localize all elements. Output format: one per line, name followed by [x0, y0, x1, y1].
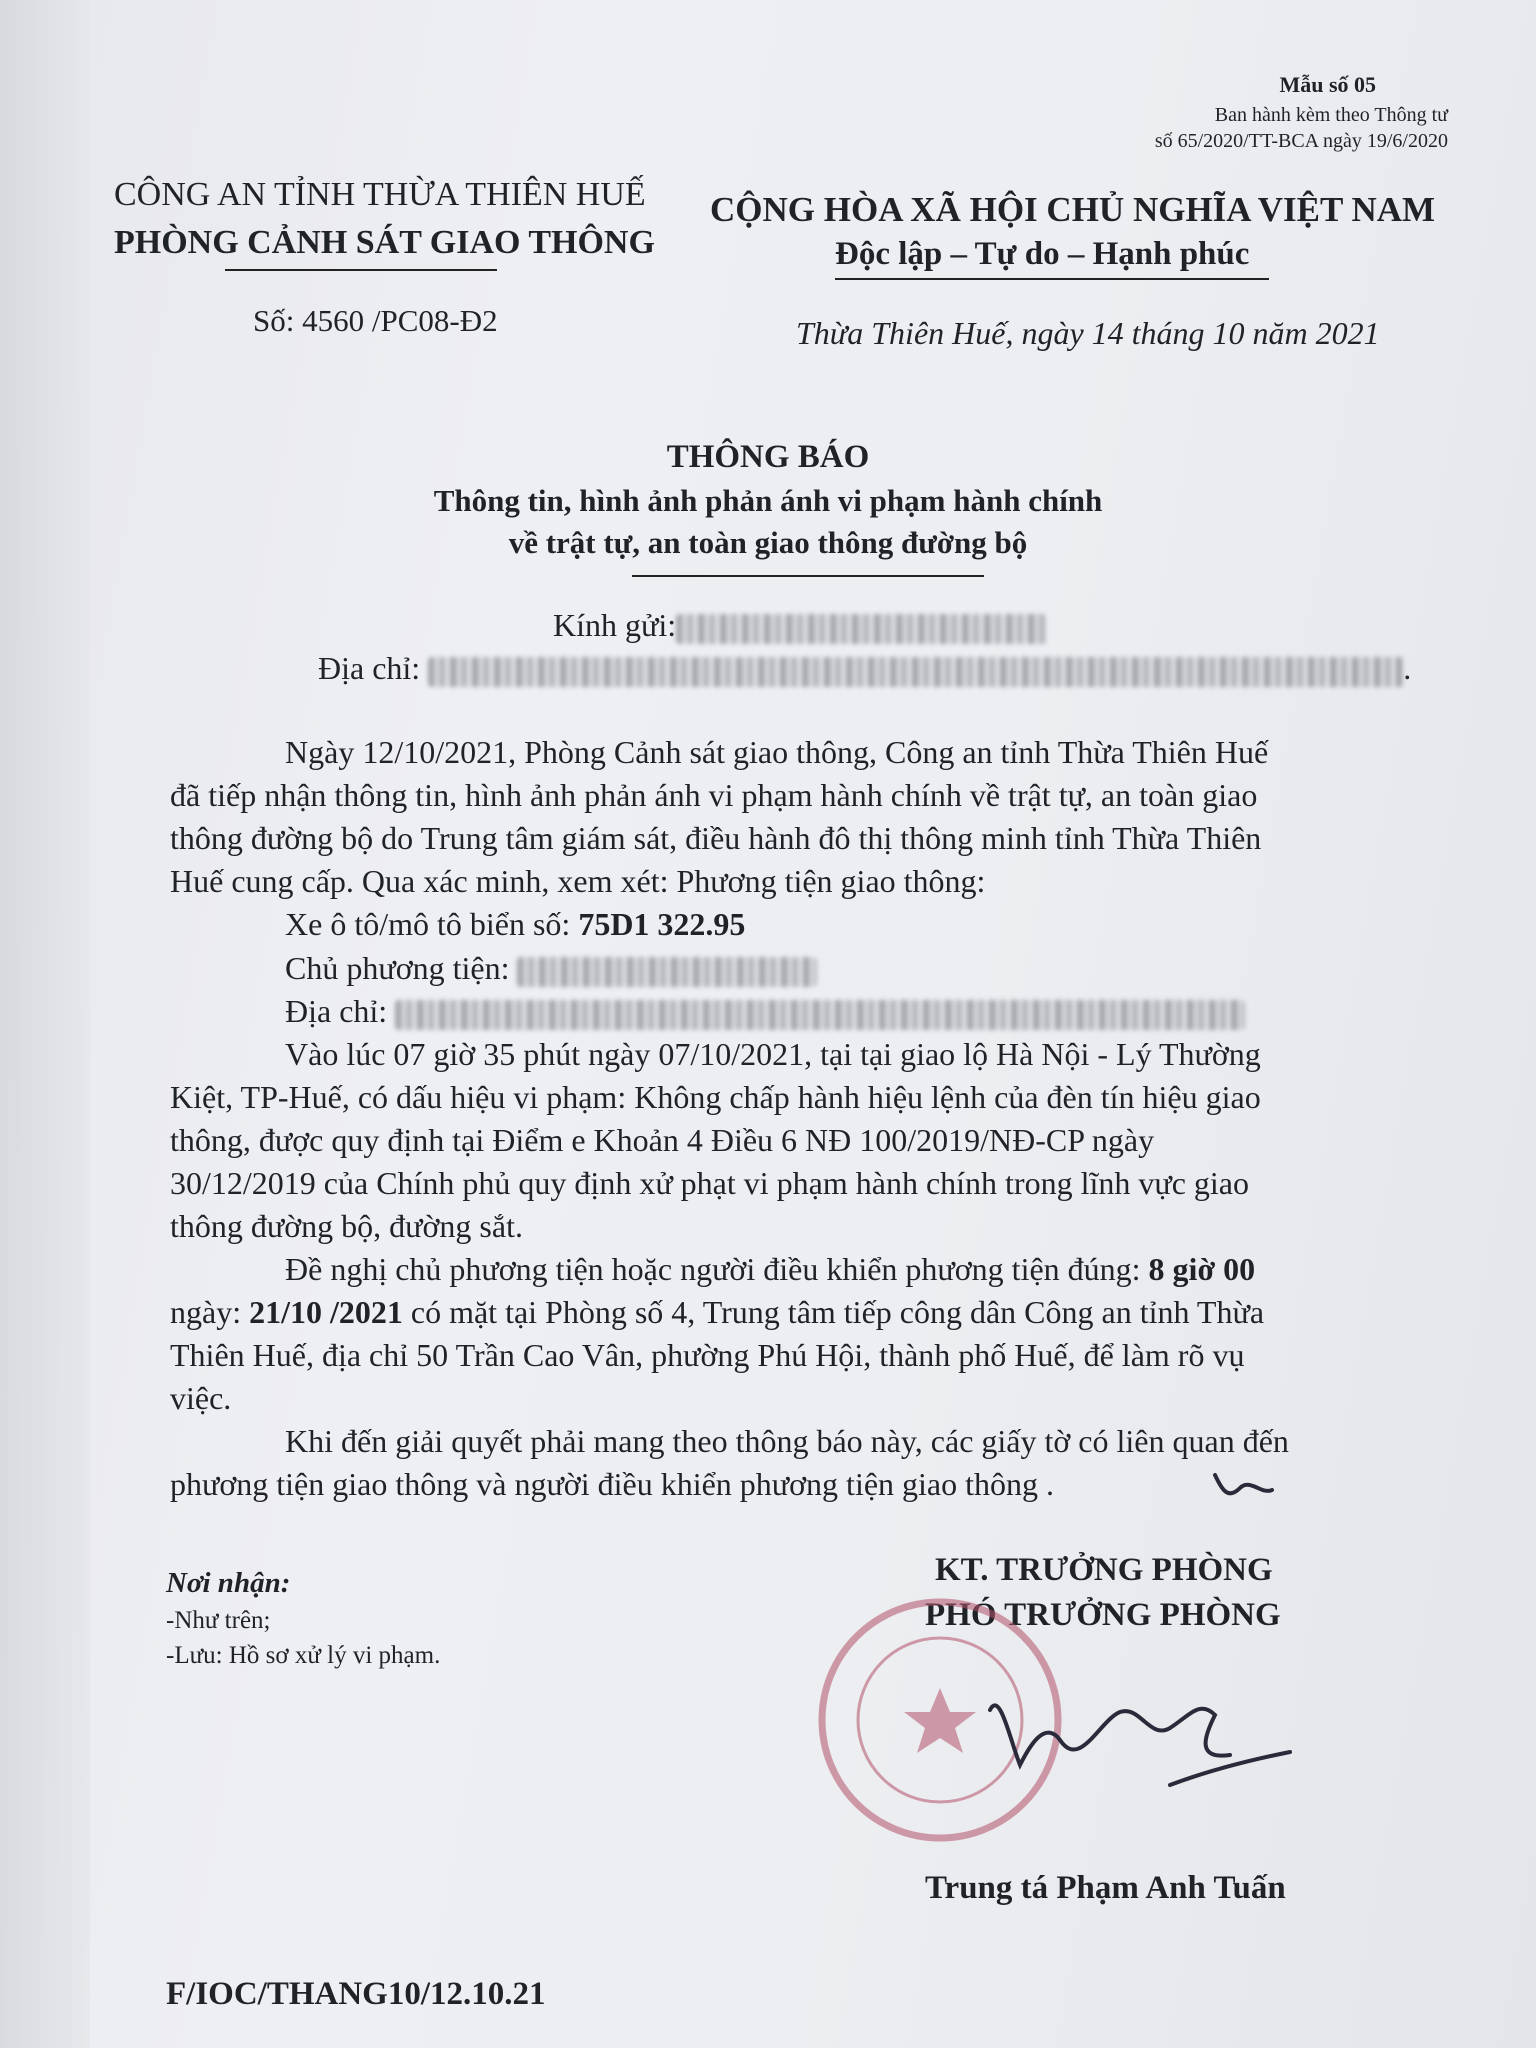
document-number: Số: 4560 /PC08-Đ2 — [253, 303, 498, 338]
official-stamp — [822, 1602, 1058, 1838]
form-circular: số 65/2020/TT-BCA ngày 19/6/2020 — [1154, 130, 1448, 152]
owner-label: Chủ phương tiện: — [285, 950, 510, 986]
nation-title: CỘNG HÒA XÃ HỘI CHỦ NGHĨA VIỆT NAM — [710, 190, 1436, 229]
body-p2-line1: Vào lúc 07 giờ 35 phút ngày 07/10/2021, tại tại giao lộ Hà Nội - Lý Thường — [285, 1036, 1261, 1072]
appointment-date: 21/10 /2021 — [249, 1294, 403, 1330]
body-p2-line5: thông đường bộ, đường sắt. — [170, 1208, 523, 1244]
recipients-heading: Nơi nhận: — [166, 1567, 291, 1599]
body-p4-line1: Khi đến giải quyết phải mang theo thông báo này, các giấy tờ có liên quan đến — [285, 1423, 1289, 1459]
body-p2-line4: 30/12/2019 của Chính phủ quy định xử phạt vi phạm hành chính trong lĩnh vực giao — [170, 1165, 1249, 1201]
appointment-time: 8 giờ 00 — [1148, 1251, 1256, 1287]
p3-date-label: ngày: — [170, 1294, 250, 1330]
document-title: THÔNG BÁO — [666, 439, 870, 475]
recipients-item-1: -Như trên; — [166, 1607, 271, 1634]
form-issued-with: Ban hành kèm theo Thông tư — [1214, 104, 1448, 126]
owner-address-label: Địa chỉ: — [285, 993, 388, 1029]
kinh-gui-label: Kính gửi: — [553, 607, 677, 643]
body-p1-line2: đã tiếp nhận thông tin, hình ảnh phản ánh vi phạm hành chính về trật tự, an toàn giao — [170, 777, 1258, 813]
body-p2-line2: Kiệt, TP-Huế, có dấu hiệu vi phạm: Không chấp hành hiệu lệnh của đèn tín hiệu giao — [170, 1079, 1261, 1115]
body-p4-line2: phương tiện giao thông và người điều khiển phương tiện giao thông . — [170, 1466, 1055, 1502]
org-line-1: CÔNG AN TỈNH THỪA THIÊN HUẾ — [114, 176, 646, 213]
signer-name: Trung tá Phạm Anh Tuấn — [925, 1870, 1286, 1906]
handwritten-signature — [990, 1475, 1290, 1785]
org-line-2: PHÒNG CẢNH SÁT GIAO THÔNG — [114, 224, 655, 261]
national-motto: Độc lập – Tự do – Hạnh phúc — [835, 236, 1250, 272]
body-p1-line1: Ngày 12/10/2021, Phòng Cảnh sát giao thông, Công an tỉnh Thừa Thiên Huế — [285, 734, 1269, 770]
p3-location-text: có mặt tại Phòng số 4, Trung tâm tiếp công dân Công an tỉnh Thừa — [402, 1294, 1265, 1330]
place-date: Thừa Thiên Huế, ngày 14 tháng 10 năm 2021 — [796, 315, 1380, 351]
body-p1-line4: Huế cung cấp. Qua xác minh, xem xét: Phương tiện giao thông: — [170, 863, 986, 899]
plate-value: 75D1 322.95 — [578, 906, 746, 942]
signature-title-1: KT. TRƯỞNG PHÒNG — [935, 1552, 1273, 1588]
body-p2-line3: thông, được quy định tại Điểm e Khoản 4 Điều 6 NĐ 100/2019/NĐ-CP ngày — [170, 1122, 1155, 1158]
body-p3-line3: Thiên Huế, địa chỉ 50 Trần Cao Vân, phường Phú Hội, thành phố Huế, để làm rõ vụ — [170, 1337, 1245, 1373]
recipients-item-2: -Lưu: Hồ sơ xử lý vi phạm. — [166, 1642, 441, 1669]
p3-request-text: Đề nghị chủ phương tiện hoặc người điều khiển phương tiện đúng: — [285, 1251, 1149, 1287]
address-end: . — [1403, 650, 1412, 686]
form-number: Mẫu số 05 — [1279, 72, 1376, 97]
document-subtitle-1: Thông tin, hình ảnh phản ánh vi phạm hành chính — [433, 483, 1103, 518]
plate-label: Xe ô tô/mô tô biển số: — [285, 906, 579, 942]
signature-title-2: PHÓ TRƯỞNG PHÒNG — [925, 1597, 1281, 1633]
document-subtitle-2: về trật tự, an toàn giao thông đường bộ — [508, 525, 1028, 560]
body-p3-line4: việc. — [170, 1380, 232, 1416]
document-reference: F/IOC/THANG10/12.10.21 — [166, 1976, 546, 2012]
body-p1-line3: thông đường bộ do Trung tâm giám sát, điều hành đô thị thông minh tỉnh Thừa Thiên — [170, 820, 1262, 856]
address-label: Địa chỉ: — [318, 650, 421, 686]
